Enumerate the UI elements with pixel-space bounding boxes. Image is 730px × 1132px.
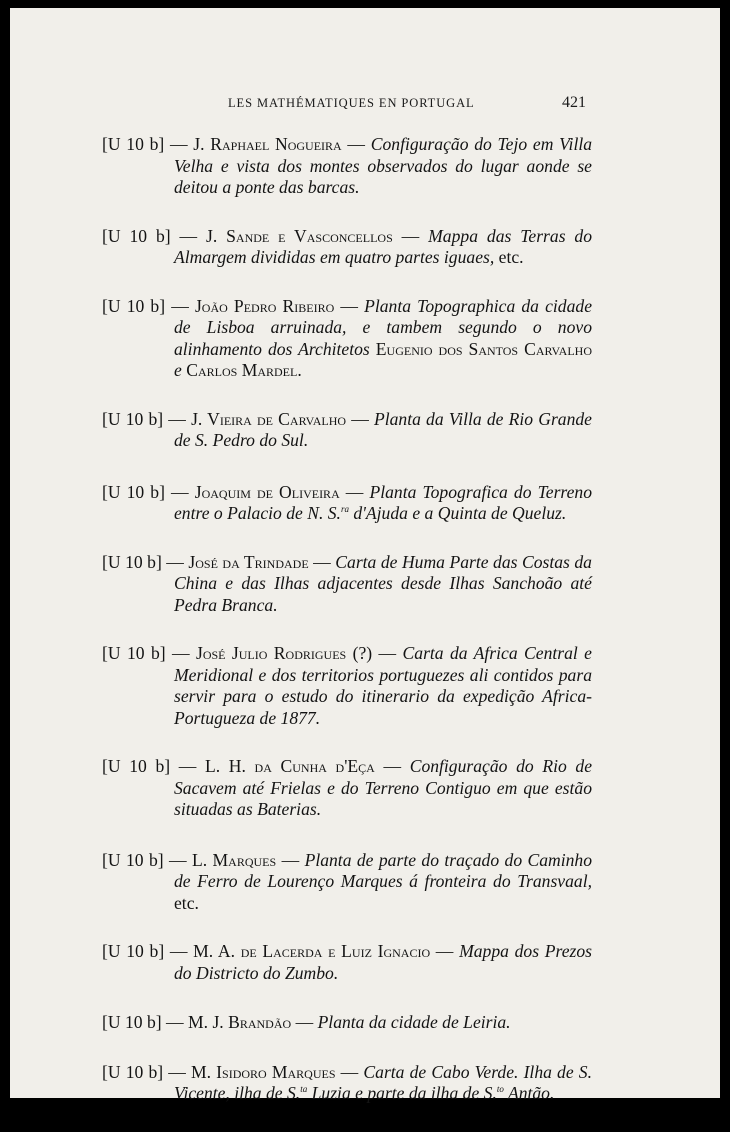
catalogue-entry: [U 10 b] — M. A. de Lacerda e Luiz Ignacio — Mappa dos Prezos do Districto do Zumbo. [102,941,592,983]
entry-ref: [U 10 b] [102,481,165,502]
entry-ref: [U 10 b] [102,643,166,663]
entry-author: José da Trindade [188,551,309,572]
catalogue-entry: [U 10 b] — João Pedro Ribeiro — Planta Topographica da cidade de Lisboa arruinada, e tambem segundo o novo alinhamento dos Architetos Eugenio dos Santos Carvalho e Carlos Mardel. [102,295,593,380]
entry-title: Carta de Huma Parte das Costas da China e das Ilhas adjacentes desde Ilhas Sanchoão até Pedra Branca. [174,551,592,615]
entry-title-part: Planta Topografica do Terreno entre o Palacio de N. S. [174,481,593,523]
entry-architect-2: Carlos Mardel [186,360,298,380]
entry-ref: [U 10 b] [102,941,165,961]
entry-author: J. Sande e Vasconcellos [206,225,393,246]
entry-title: Mappa dos Prezos do Districto do Zumbo. [174,941,592,983]
entry-title: Planta Topographica da cidade de Lisboa arruinada, e tambem segundo o novo alinhamento dos Architetos [174,295,592,359]
entry-ref: [U 10 b] [102,1061,164,1082]
catalogue-entry: [U 10 b] — J. Sande e Vasconcellos — Mappa das Terras do Almargem divididas em quatro partes iguaes, etc. [102,225,593,267]
entry-author: João Pedro Ribeiro [194,295,335,316]
entry-superscript: to [496,1084,504,1095]
catalogue-entry: [U 10 b] — L. Marques — Planta de parte do traçado do Caminho de Ferro de Lourenço Marques á fronteira do Transvaal, etc. [102,849,593,913]
catalogue-entry: [U 10 b] — José Julio Rodrigues (?) — Carta da Africa Central e Meridional e dos territorios portuguezes ali contidos para servir para o estudo do itinerario da expedição Africa-Portugueza de 1877. [102,643,592,728]
entry-title-part: Antão. [503,1083,555,1103]
entry-title: Configuração do Rio de Sacavem até Frielas e do Terreno Contiguo em que estão situadas as Baterias. [174,756,593,819]
catalogue-entry: [U 10 b] — José da Trindade — Carta de Huma Parte das Costas da China e das Ilhas adjacentes desde Ilhas Sanchoão até Pedra Branca. [102,551,592,615]
entry-ref: [U 10 b] [102,408,164,429]
running-title: LES MATHÉMATIQUES EN PORTUGAL [228,96,475,110]
entry-author: J. Vieira de Carvalho [191,408,347,429]
entry-title: Planta de parte do traçado do Caminho de Ferro de Lourenço Marques á fronteira do Transvaal, [174,849,593,891]
entry-ref: [U 10 b] [102,756,171,776]
entry-title: Mappa das Terras do Almargem divididas em quatro partes iguaes, [174,225,593,267]
catalogue-entry: [U 10 b] — M. J. Brandão — Planta da cidade de Leiria. [102,1012,511,1032]
entry-title: Carta da Africa Central e Meridional e dos territorios portuguezes ali contidos para servir para o estudo do itinerario da expedição Africa-Portugueza de 1877. [174,643,592,728]
catalogue-entry: [U 10 b] — M. Isidoro Marques — Carta de Cabo Verde. Ilha de S. Vicente, ilha de S.$^{ta}$ Luzia e parte da ilha de S.$^{to}$ Antão. [102,1061,593,1103]
entry-conjunction: e [174,360,182,380]
page-header [10,94,720,116]
entry-title-part: Carta de Cabo Verde. Ilha de S. Vicente, ilha de S. [174,1061,593,1103]
entry-end: . [297,360,302,380]
entry-title: Planta da Villa de Rio Grande de S. Pedro do Sul. [174,408,592,450]
entry-author: José Julio Rodrigues (?) [196,643,373,663]
catalogue-entry: [U 10 b] — L. H. da Cunha d'Eça — Configuração do Rio de Sacavem até Frielas e do Terreno Contiguo em que estão situadas as Baterias. [102,756,593,819]
entry-ref: [U 10 b] [102,849,164,870]
entry-ref: [U 10 b] [102,295,166,316]
entry-author: Joaquim de Oliveira [194,481,340,502]
catalogue-entries [102,134,592,1132]
catalogue-entry: [U 10 b] — J. Vieira de Carvalho — Planta da Villa de Rio Grande de S. Pedro do Sul. [102,408,592,450]
catalogue-entry: [U 10 b] — J. Raphael Nogueira — Configuração do Tejo em Villa Velha e vista dos montes observados do lugar aonde se deitou a ponte das barcas. [102,134,593,197]
page-number: 421 [562,94,586,111]
entry-ref: [U 10 b] [102,1012,162,1032]
entry-author: M. J. Brandão [188,1012,292,1032]
entry-ref: [U 10 b] [102,134,165,154]
entry-ref: [U 10 b] [102,551,162,572]
entry-title-part: d'Ajuda e a Quinta de Queluz. [348,503,567,523]
entry-author: M. Isidoro Marques [191,1061,336,1082]
entry-ref: [U 10 b] [102,225,171,246]
entry-title: Planta da cidade de Leiria. [317,1012,511,1032]
entry-title: Configuração do Tejo em Villa Velha e vista dos montes observados do lugar aonde se deitou a ponte das barcas. [174,134,593,197]
book-page [10,8,720,1103]
entry-superscript: ra [340,504,349,515]
entry-author: L. Marques [192,849,277,870]
catalogue-entry: [U 10 b] — Joaquim de Oliveira — Planta Topografica do Terreno entre o Palacio de N. S.$^{ra}$ d'Ajuda e a Quinta de Queluz. [102,481,593,523]
entry-architect-1: Eugenio dos Santos Carvalho [375,338,593,359]
entry-tail: etc. [498,247,524,267]
entry-tail: etc. [174,892,199,913]
entry-title-part: Luzia e parte da ilha de S. [307,1083,497,1103]
entry-author: M. A. de Lacerda e Luiz Ignacio [193,941,431,961]
entry-author: J. Raphael Nogueira [193,134,342,154]
entry-author: L. H. da Cunha d'Eça [205,756,375,776]
entry-superscript: ta [300,1084,308,1095]
